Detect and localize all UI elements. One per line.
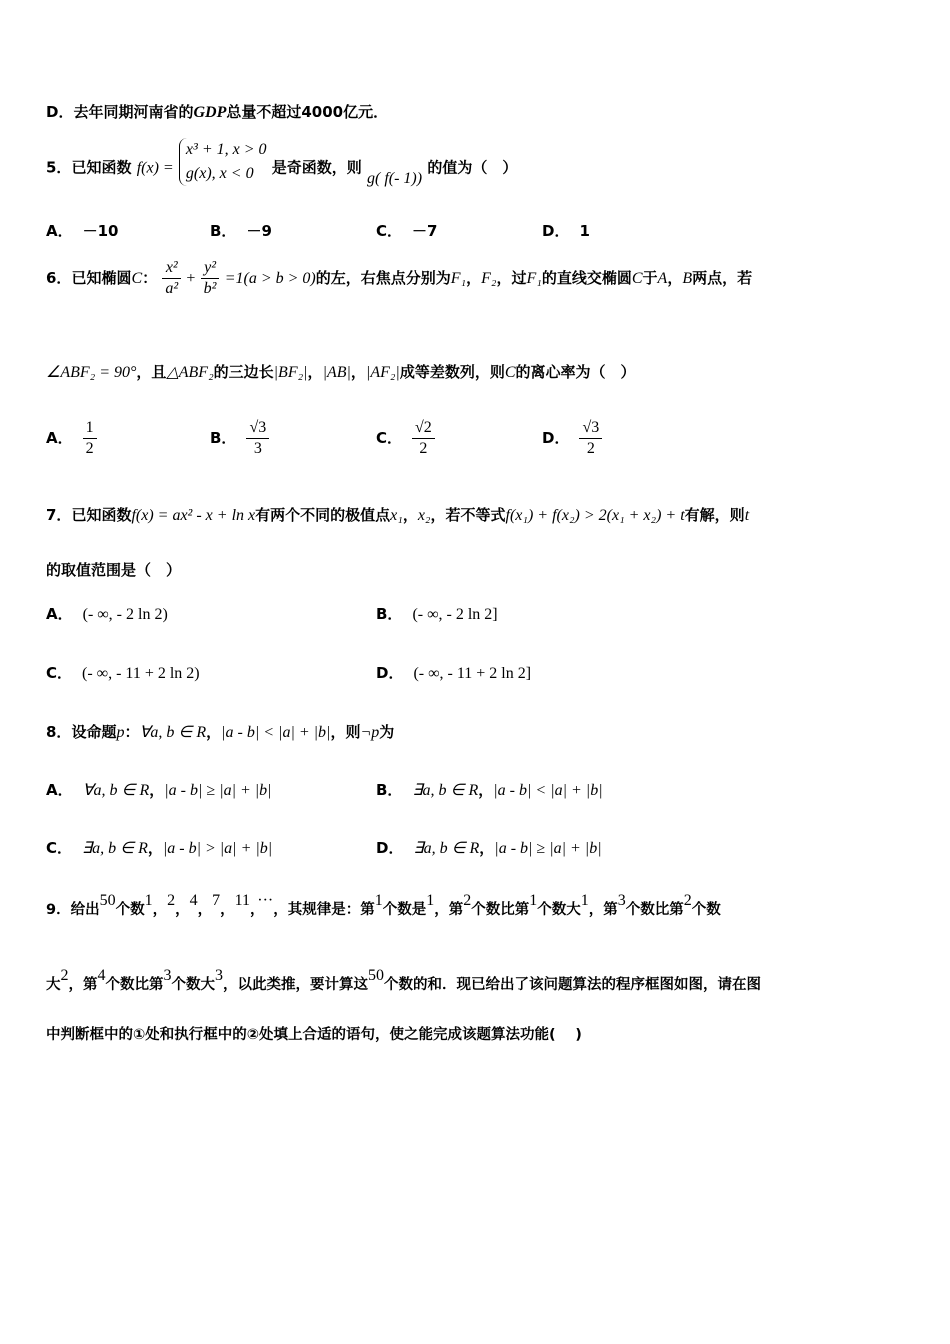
math-number: 50 [368,967,384,984]
option-value: (- ∞, - 2 ln 2] [412,606,498,623]
q5-stem [46,138,517,188]
q8-option-d[interactable] [376,838,602,859]
q7-option-c[interactable] [46,663,200,684]
function-fx: f(x) = ax² - x + ln x [131,507,256,524]
quantifier: ∃a, b ∈ R [82,840,148,857]
stem-text: ， [250,902,258,918]
comma: ， [147,839,163,857]
stem-text: 已知椭圆 [71,269,132,287]
case-2: g(x), x < 0 [185,165,254,182]
option-label: A． [46,222,73,240]
stem-text: ，若不等式 [430,506,506,524]
denominator: 2 [419,440,428,457]
option-value: (- ∞, - 2 ln 2) [82,606,168,623]
denominator: 2 [586,440,595,457]
q6-option-a[interactable] [46,418,97,459]
math-number: 4 [189,892,198,909]
option-label: D． [376,839,404,857]
q9-line2-content [46,967,761,993]
math-number: 4 [97,967,106,984]
stem-text: 成等差数列，则 [399,363,505,381]
stem-text: ， [220,902,235,918]
stem-text: ，且 [136,363,167,381]
numerator: y² [201,258,220,279]
ellipse-c: C [631,270,643,287]
option-text: 去年同期河南省的 [73,103,194,121]
option-value: 1 [579,222,590,240]
q8-stem [46,722,394,743]
stem-text: 于 [642,269,658,287]
q7-option-a[interactable] [46,604,168,625]
math-number: 1 [580,892,589,909]
stem-text: ，第 [588,902,618,918]
quantifier: ∃a, b ∈ R [412,782,479,799]
numerator: x² [162,258,181,279]
q6-option-d[interactable] [542,418,602,459]
option-label: B． [210,429,237,447]
option-value: －10 [82,222,119,240]
stem-text: 为 [379,723,395,741]
math-number: 2 [167,892,176,909]
comma: ， [478,781,494,799]
stem-text: 有解，则 [684,506,745,524]
case-1: x³ + 1, x > 0 [185,141,267,158]
math-number: 3 [215,967,223,984]
inequality: f(x₁) + f(x₂) > 2(x₁ + x₂) + t [505,507,685,524]
stem-text: ， [197,902,213,918]
question-number: 8． [46,723,72,741]
function-fx: f(x) = [136,159,174,177]
math-number: 50 [99,892,116,909]
stem-text: ，其规律是：第 [273,902,375,918]
q5-option-c[interactable] [376,221,437,241]
stem-text: 个数大 [537,902,581,918]
option-label: A． [46,429,73,447]
q9-line1-content [70,892,721,918]
numerator: 1 [83,418,97,439]
option-expression: |a - b| ≥ |a| + |b| [494,840,602,857]
q5-option-b[interactable] [210,221,272,241]
stem-text: 已知函数 [71,158,132,177]
focus-f1: F₁ [450,270,467,287]
stem-text: ，第 [434,902,464,918]
option-label: C． [376,222,403,240]
option-fraction [412,418,435,459]
triangle: △ABF₂ [166,364,214,381]
point-a: A [657,270,668,287]
q9-stem-line1 [46,892,721,920]
colon: ： [142,269,158,287]
option-value: －9 [246,222,272,240]
length-af2: |AF₂| [365,364,400,381]
stem-text: 两点，若 [692,269,753,287]
stem-text: 设命题 [71,723,117,741]
stem-text: 的值为（ ） [427,158,518,177]
q6-stem-line2: ∠ABF₂ = 90°，且△ABF₂的三边长|BF₂|，|AB|，|AF₂|成等差数列，则C的离心率为（ ） [46,363,636,381]
q7-stem-line2 [46,560,181,580]
math-number: 2 [463,892,472,909]
plus-sign: + [186,270,196,287]
comma: ， [479,839,495,857]
piecewise-function [179,138,267,198]
math-number: 1 [144,892,153,909]
option-value: (- ∞, - 11 + 2 ln 2] [413,665,532,682]
comma: ， [206,723,222,741]
q9-stem-line2 [46,967,761,995]
option-text: 总量不超过4000亿元． [226,103,389,121]
option-label: B． [210,222,237,240]
denominator: 3 [253,440,262,457]
comma: ， [667,269,683,287]
negation-p: ¬p [360,724,380,741]
stem-text: 个数的和．现已给出了该问题算法的程序框图如图，请在图 [384,977,761,993]
stem-text: 已知函数 [71,506,132,524]
stem-text: 个数是 [382,902,427,918]
option-fraction [83,418,97,459]
option-value: (- ∞, - 11 + 2 ln 2) [82,665,200,682]
stem-text: ， [152,902,168,918]
equation-rhs: =1(a > b > 0) [224,270,316,287]
q6-stem-line1 [46,258,752,299]
option-label: D． [542,222,570,240]
math-number: ··· [257,892,274,909]
fraction-y2-b2 [201,258,220,299]
ellipse-c: C [504,364,516,381]
option-label: D． [46,103,74,121]
math-number: 1 [374,892,383,909]
math-number: 3 [163,967,172,984]
option-fraction [579,418,602,459]
comma: ， [149,781,165,799]
math-number: 11 [234,892,250,909]
denominator: 2 [85,440,94,457]
math-number: 3 [617,892,626,909]
option-label: B． [376,605,403,623]
math-number: 1 [426,892,435,909]
option-label: C． [46,664,73,682]
stem-text: ，以此类推，要计算这 [223,977,368,993]
stem-text: 有两个不同的极值点 [255,506,391,524]
denominator: a² [165,280,179,297]
stem-text: 大 [46,977,61,993]
q5-option-d[interactable] [542,221,590,241]
option-expression: |a - b| > |a| + |b| [162,840,273,857]
stem-text: 个数 [691,902,721,918]
quantifier: ∀a, b ∈ R [82,782,150,799]
numerator: √2 [412,418,435,439]
numerator: √3 [579,418,602,439]
extreme-point-x2: x₂ [417,507,431,524]
numerator: √3 [246,418,269,439]
comma: ， [402,506,418,524]
ellipse-c: C [131,270,143,287]
option-label: A． [46,605,73,623]
q7-option-b[interactable] [376,604,498,625]
option-label: C． [376,429,403,447]
math-number: 1 [529,892,538,909]
stem-text: 中判断框中的①处和执行框中的②处填上合适的语句，使之能完成该题算法功能( ) [46,1027,582,1043]
stem-text: 个数比第 [625,902,684,918]
stem-text: 个数大 [171,977,215,993]
stem-text: 的左，右焦点分别为 [315,269,451,287]
math-number: 2 [60,967,69,984]
point-b: B [682,270,693,287]
angle-condition: ∠ABF₂ = 90° [46,364,137,381]
composite-expression: g( f(- 1)) [367,169,423,187]
q5-option-a[interactable] [46,221,118,241]
stem-text: ，则 [330,723,361,741]
length-ab: |AB| [322,364,351,381]
stem-text: ，第 [68,977,98,993]
quantifier: ∃a, b ∈ R [413,840,480,857]
colon: ： [124,723,140,741]
q6-option-b[interactable] [210,418,269,459]
option-label: C． [46,839,73,857]
option-label: B． [376,781,403,799]
option-label: A． [46,781,73,799]
question-number: 9． [46,902,71,918]
focus-f1: F₁ [526,270,542,287]
stem-text: 给出 [70,902,100,918]
option-fraction [246,418,269,459]
question-number: 6． [46,269,72,287]
stem-text: 的离心率为（ ） [515,363,636,381]
q8-option-c[interactable] [46,838,272,859]
q7-stem-line1 [46,505,749,526]
stem-text: ，过 [496,269,527,287]
question-number: 5． [46,158,72,177]
proposition-p: p [116,724,125,741]
quantifier: ∀a, b ∈ R [139,724,207,741]
option-label: D． [376,664,404,682]
proposition-expression: |a - b| < |a| + |b| [221,724,331,741]
stem-text: 是奇函数，则 [271,158,362,177]
variable-t: t [744,507,750,524]
option-value: －7 [412,222,438,240]
option-label: D． [542,429,570,447]
gdp-term: GDP [193,104,227,121]
fraction-x2-a2 [162,258,181,299]
denominator: b² [203,280,217,297]
q6-option-c[interactable] [376,418,435,459]
stem-text: 个数 [115,902,145,918]
q9-stem-line3 [46,1025,582,1045]
option-expression: |a - b| ≥ |a| + |b| [164,782,272,799]
stem-text: 个数比第 [471,902,530,918]
option-expression: |a - b| < |a| + |b| [493,782,603,799]
q4-option-d [46,102,388,123]
extreme-point-x1: x₁ [390,507,403,524]
stem-text: 的取值范围是（ ） [46,561,182,579]
q8-option-a[interactable] [46,780,272,801]
math-number: 2 [683,892,692,909]
q8-option-b[interactable] [376,780,603,801]
stem-text: ， [175,902,190,918]
math-number: 7 [212,892,221,909]
q7-option-d[interactable] [376,663,531,684]
comma: ， [466,269,482,287]
stem-text: 的直线交椭圆 [541,269,632,287]
stem-text: 的三边长 [213,363,274,381]
stem-text: 个数比第 [105,977,164,993]
question-number: 7． [46,506,72,524]
focus-f2: F₂ [481,270,497,287]
length-bf2: |BF₂| [273,364,308,381]
